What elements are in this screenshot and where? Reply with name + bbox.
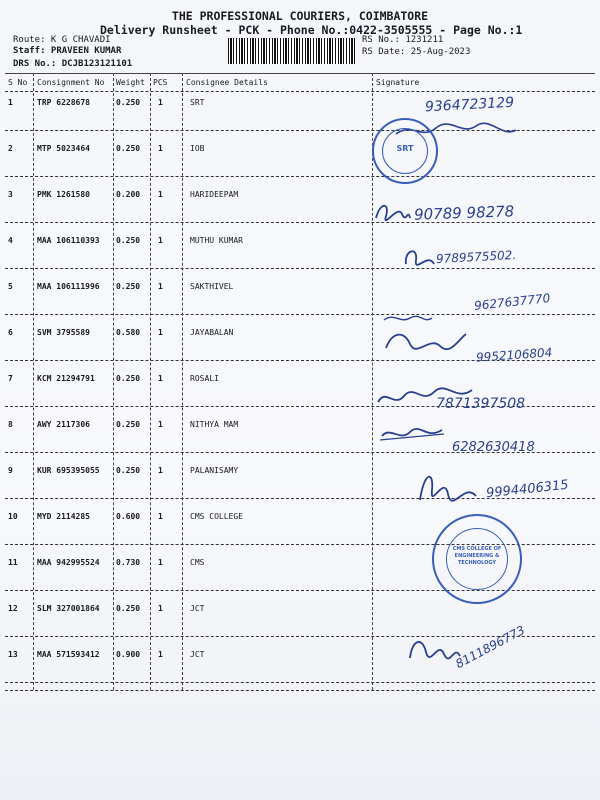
staff-label: Staff: PRAVEEN KUMAR — [13, 46, 122, 56]
rs-date: RS Date: 25-Aug-2023 — [362, 47, 471, 57]
row-pcs: 1 — [158, 604, 163, 613]
row-consignee: CMS — [190, 558, 205, 567]
college-stamp-row10 — [432, 514, 522, 604]
row-weight: 0.250 — [116, 420, 141, 429]
col-header-weight: Weight — [116, 78, 145, 87]
row-consignment: MAA 106110393 — [37, 236, 100, 245]
row-consignment: AWY 2117306 — [37, 420, 90, 429]
col-header-pcs: PCS — [153, 78, 168, 87]
row-consignee: SAKTHIVEL — [190, 282, 234, 291]
row-consignee: JCT — [190, 650, 205, 659]
company-title: THE PROFESSIONAL COURIERS, COIMBATORE — [171, 9, 429, 23]
row-weight: 0.250 — [116, 604, 141, 613]
table-top-border — [5, 73, 595, 74]
row-pcs: 1 — [158, 420, 163, 429]
row-weight: 0.250 — [116, 282, 141, 291]
row-sno: 8 — [8, 420, 13, 429]
row-sno: 10 — [8, 512, 18, 521]
row-consignee: MUTHU KUMAR — [190, 236, 243, 245]
handwritten-phone-row4: 9789575502. — [435, 247, 517, 267]
row-consignee: JAYABALAN — [190, 328, 234, 337]
row-sno: 9 — [8, 466, 13, 475]
drs-number: DRS No.: DCJB123121101 — [13, 59, 133, 69]
handwritten-phone-row7: 7871397508 — [436, 396, 526, 412]
row-consignee: ROSALI — [190, 374, 219, 383]
row-pcs: 1 — [158, 512, 163, 521]
row-consignee: SRT — [190, 98, 205, 107]
row-weight: 0.250 — [116, 98, 141, 107]
row-pcs: 1 — [158, 190, 163, 199]
row-weight: 0.900 — [116, 650, 141, 659]
row-consignment: MAA 942995524 — [37, 558, 100, 567]
route-label: Route: K G CHAVADI — [13, 35, 111, 45]
row-divider — [5, 314, 595, 315]
handwritten-phone-row1: 9364723129 — [424, 94, 515, 116]
row-pcs: 1 — [158, 650, 163, 659]
row-consignment: TRP 6228678 — [37, 98, 90, 107]
col-header-sno: S No — [8, 78, 28, 87]
row-consignee: PALANISAMY — [190, 466, 239, 475]
rs-number: RS No.: 1231211 — [362, 35, 444, 45]
col-header-consignee: Consignee Details — [186, 78, 268, 87]
row-consignee: CMS COLLEGE — [190, 512, 243, 521]
row-sno: 3 — [8, 190, 13, 199]
row-consignee: NITHYA MAM — [190, 420, 239, 429]
row-divider — [5, 176, 595, 177]
signature-scribble-row4 — [400, 242, 440, 270]
row-pcs: 1 — [158, 374, 163, 383]
row-sno: 12 — [8, 604, 18, 613]
col-header-consignment: Consignment No — [37, 78, 105, 87]
row-pcs: 1 — [158, 466, 163, 475]
row-consignment: SVM 3795589 — [37, 328, 90, 337]
signature-scribble-row9 — [414, 466, 484, 506]
row-sno: 13 — [8, 650, 18, 659]
row-consignment: MAA 571593412 — [37, 650, 100, 659]
row-sno: 4 — [8, 236, 13, 245]
table-bottom-border — [5, 690, 595, 691]
row-consignee: IOB — [190, 144, 205, 153]
row-pcs: 1 — [158, 144, 163, 153]
row-sno: 2 — [8, 144, 13, 153]
row-pcs: 1 — [158, 328, 163, 337]
row-consignment: PMK 1261580 — [37, 190, 90, 199]
table-row — [0, 138, 600, 184]
barcode-image — [228, 38, 356, 64]
handwritten-phone-row6: 9952106804 — [475, 345, 553, 365]
signature-scribble-row6 — [380, 310, 470, 360]
row-pcs: 1 — [158, 236, 163, 245]
row-consignee: HARIDEEPAM — [190, 190, 239, 199]
row-pcs: 1 — [158, 98, 163, 107]
handwritten-phone-row3: 90789 98278 — [413, 202, 515, 224]
row-consignment: MTP 5023464 — [37, 144, 90, 153]
row-sno: 1 — [8, 98, 13, 107]
row-consignment: KCM 21294791 — [37, 374, 95, 383]
table-row — [0, 644, 600, 690]
col-header-signature: Signature — [376, 78, 420, 87]
row-weight: 0.250 — [116, 144, 141, 153]
row-consignment: SLM 327001864 — [37, 604, 100, 613]
row-sno: 7 — [8, 374, 13, 383]
handwritten-phone-row5: 9627637770 — [473, 291, 551, 313]
signature-scribble-row8 — [378, 422, 448, 446]
row-weight: 0.580 — [116, 328, 141, 337]
row-divider — [5, 222, 595, 223]
row-consignment: KUR 695395055 — [37, 466, 100, 475]
stamp-text: SRT — [396, 144, 414, 153]
handwritten-phone-row9: 9994406315 — [485, 477, 570, 502]
row-weight: 0.600 — [116, 512, 141, 521]
row-weight: 0.730 — [116, 558, 141, 567]
row-sno: 6 — [8, 328, 13, 337]
row-divider — [5, 268, 595, 269]
runsheet-subtitle: Delivery Runsheet - PCK - Phone No.:0422-3505555 - Page No.:1 — [100, 23, 523, 37]
row-weight: 0.200 — [116, 190, 141, 199]
row-pcs: 1 — [158, 282, 163, 291]
row-consignment: MAA 106111996 — [37, 282, 100, 291]
row-consignment: MYD 2114285 — [37, 512, 90, 521]
company-stamp-row2 — [372, 118, 438, 184]
row-divider — [5, 682, 595, 683]
handwritten-phone-row8: 6282630418 — [452, 440, 535, 455]
signature-scribble-row3 — [372, 198, 412, 226]
row-weight: 0.250 — [116, 236, 141, 245]
row-pcs: 1 — [158, 558, 163, 567]
row-sno: 11 — [8, 558, 18, 567]
row-weight: 0.250 — [116, 374, 141, 383]
stamp-text: CMS COLLEGE OF ENGINEERING & TECHNOLOGY — [452, 546, 502, 566]
row-sno: 5 — [8, 282, 13, 291]
row-weight: 0.250 — [116, 466, 141, 475]
row-consignee: JCT — [190, 604, 205, 613]
handwritten-phone-row13: 8111896773 — [453, 622, 528, 672]
